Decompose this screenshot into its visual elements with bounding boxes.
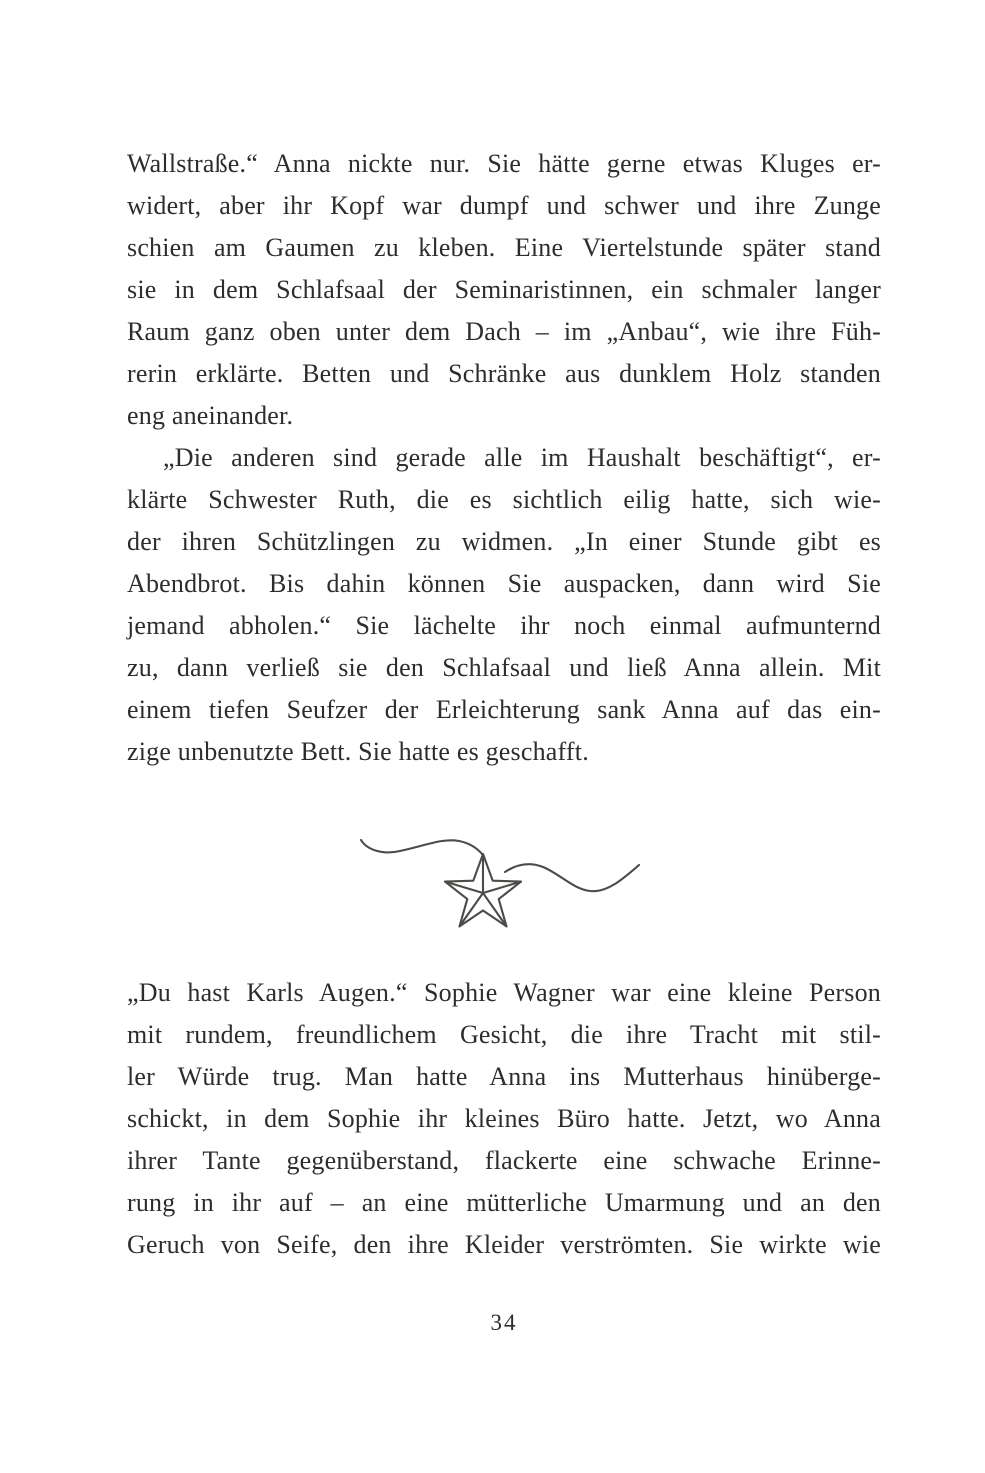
paragraph xyxy=(127,972,881,1266)
text-line: eng aneinander. xyxy=(127,401,294,430)
paragraph xyxy=(127,437,881,773)
text-line: „Die anderen sind gerade alle im Haushalt beschäftigt“, er- xyxy=(163,443,881,472)
text-line: der ihren Schützlingen zu widmen. „In einer Stunde gibt es xyxy=(127,527,881,556)
text-line: sie in dem Schlafsaal der Seminaristinnen, ein schmaler langer xyxy=(127,275,881,304)
text-line: Abendbrot. Bis dahin können Sie auspacken, dann wird Sie xyxy=(127,569,881,598)
text-line: ihrer Tante gegenüberstand, flackerte eine schwache Erinne- xyxy=(127,1146,881,1175)
text-line: Wallstraße.“ Anna nickte nur. Sie hätte gerne etwas Kluges er- xyxy=(127,149,881,178)
text-line: schien am Gaumen zu kleben. Eine Viertelstunde später stand xyxy=(127,233,881,262)
text-line: „Du hast Karls Augen.“ Sophie Wagner war eine kleine Person xyxy=(127,978,881,1007)
text-line: ler Würde trug. Man hatte Anna ins Mutterhaus hinüberge- xyxy=(127,1062,881,1091)
paragraph xyxy=(127,143,881,437)
text-line: schickt, in dem Sophie ihr kleines Büro hatte. Jetzt, wo Anna xyxy=(127,1104,881,1133)
star-flourish-icon xyxy=(355,834,645,934)
text-line: widert, aber ihr Kopf war dumpf und schwer und ihre Zunge xyxy=(127,191,881,220)
text-line: rung in ihr auf – an eine mütterliche Umarmung und an den xyxy=(127,1188,881,1217)
text-line: einem tiefen Seufzer der Erleichterung sank Anna auf das ein- xyxy=(127,695,881,724)
text-line: rerin erklärte. Betten und Schränke aus dunklem Holz standen xyxy=(127,359,881,388)
page-number: 34 xyxy=(490,1310,518,1335)
text-line: Raum ganz oben unter dem Dach – im „Anbau“, wie ihre Füh- xyxy=(127,317,881,346)
text-line: mit rundem, freundlichem Gesicht, die ihre Tracht mit stil- xyxy=(127,1020,881,1049)
text-block xyxy=(127,143,881,1266)
text-line: zige unbenutzte Bett. Sie hatte es geschafft. xyxy=(127,737,589,766)
scene-break-ornament xyxy=(355,834,645,934)
text-line: zu, dann verließ sie den Schlafsaal und ließ Anna allein. Mit xyxy=(127,653,881,682)
text-line: jemand abholen.“ Sie lächelte ihr noch einmal aufmunternd xyxy=(127,611,881,640)
text-line: Geruch von Seife, den ihre Kleider verströmten. Sie wirkte wie xyxy=(127,1230,881,1259)
text-line: klärte Schwester Ruth, die es sichtlich eilig hatte, sich wie- xyxy=(127,485,881,514)
